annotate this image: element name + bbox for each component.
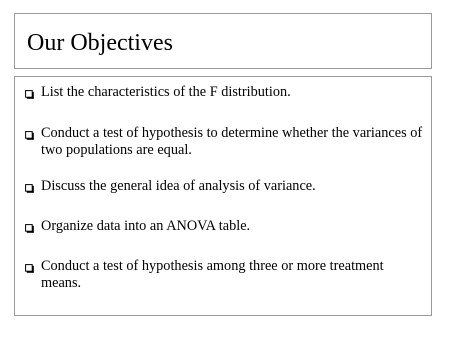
list-item — [15, 125, 433, 159]
list-item — [15, 178, 433, 195]
bullet-text: Conduct a test of hypothesis to determine whether the variances of two populations are equal. — [41, 125, 423, 158]
square-bullet-icon — [25, 131, 34, 140]
title-box — [14, 13, 432, 69]
content-box — [14, 76, 432, 316]
square-bullet-icon — [25, 184, 34, 193]
square-bullet-icon — [25, 224, 34, 233]
list-item — [15, 218, 433, 235]
square-bullet-icon — [25, 264, 34, 273]
slide-title: Our Objectives — [27, 30, 173, 56]
square-bullet-icon — [25, 90, 34, 99]
list-item — [15, 258, 433, 292]
bullet-text: Organize data into an ANOVA table. — [41, 218, 251, 234]
bullet-text: List the characteristics of the F distribution. — [41, 84, 291, 100]
bullet-text: Discuss the general idea of analysis of variance. — [41, 178, 316, 194]
bullet-text: Conduct a test of hypothesis among three or more treatment means. — [41, 258, 384, 291]
list-item — [15, 84, 433, 101]
